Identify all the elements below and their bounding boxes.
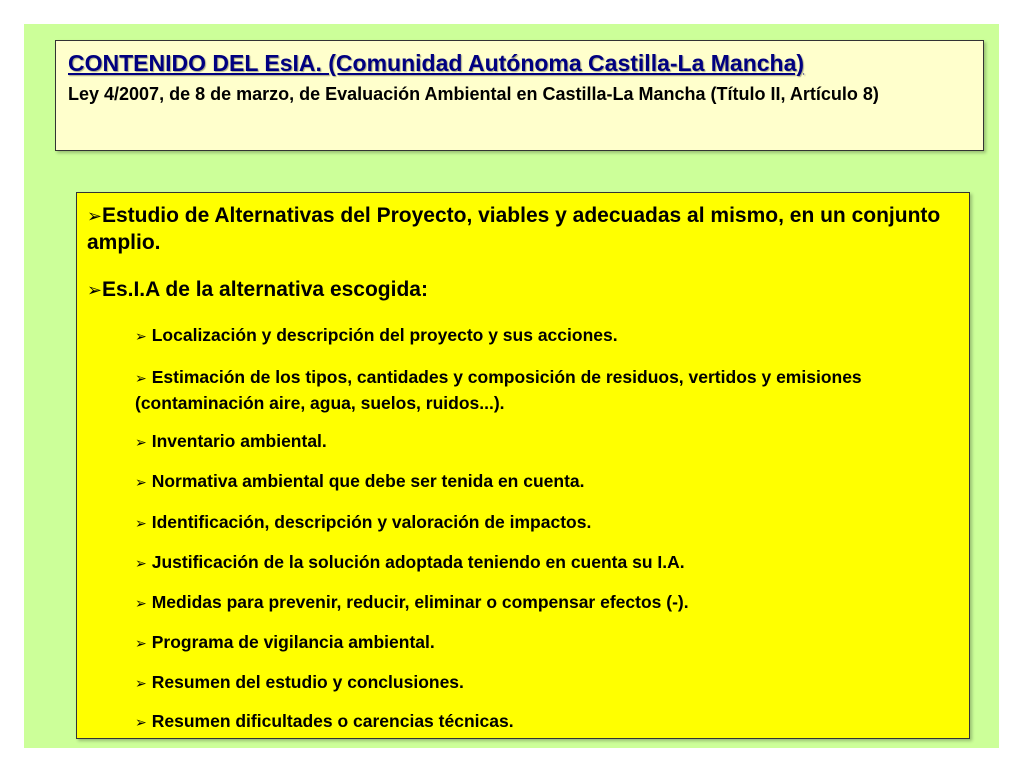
sub-item-inventario: [135, 429, 955, 455]
sub-item-estimacion: [135, 365, 955, 415]
arrow-bullet-icon: ➢: [135, 715, 147, 731]
sub-item-text: Localización y descripción del proyecto y sus acciones.: [151, 325, 618, 345]
sub-item-text: Normativa ambiental que debe ser tenida en cuenta.: [151, 471, 585, 491]
sub-item-programa: [135, 630, 955, 656]
slide-subtitle: Ley 4/2007, de 8 de marzo, de Evaluación Ambiental en Castilla-La Mancha (Título II, Artículo 8): [68, 84, 879, 104]
main-item-text: Es.I.A de la alternativa escogida:: [101, 278, 428, 301]
slide: [24, 24, 999, 748]
sub-item-text: Programa de vigilancia ambiental.: [151, 632, 435, 652]
arrow-bullet-icon: ➢: [135, 676, 147, 692]
content-box: [76, 192, 970, 739]
arrow-bullet-icon: ➢: [87, 280, 102, 301]
sub-item-text: Identificación, descripción y valoración de impactos.: [151, 512, 592, 532]
arrow-bullet-icon: ➢: [135, 435, 147, 451]
arrow-bullet-icon: ➢: [135, 596, 147, 612]
sub-item-text: Estimación de los tipos, cantidades y composición de residuos, vertidos y emisiones (contaminación aire, agua, suelos, ruidos...).: [135, 367, 862, 413]
sub-item-text: Resumen del estudio y conclusiones.: [151, 672, 464, 692]
slide-title: CONTENIDO DEL EsIA. (Comunidad Autónoma Castilla-La Mancha): [68, 50, 805, 76]
sub-item-text: Resumen dificultades o carencias técnicas.: [151, 711, 514, 731]
sub-item-dificultades: [135, 709, 955, 735]
sub-item-text: Inventario ambiental.: [151, 431, 327, 451]
sub-item-justificacion: [135, 550, 955, 576]
main-item-text: Estudio de Alternativas del Proyecto, viables y adecuadas al mismo, en un conjunto amplio.: [87, 204, 941, 254]
arrow-bullet-icon: ➢: [135, 371, 147, 387]
main-item-eia: [87, 277, 957, 304]
header-box: [55, 40, 984, 151]
sub-item-medidas: [135, 590, 955, 616]
arrow-bullet-icon: ➢: [135, 516, 147, 532]
sub-item-text: Justificación de la solución adoptada teniendo en cuenta su I.A.: [151, 552, 685, 572]
arrow-bullet-icon: ➢: [135, 329, 147, 345]
sub-item-resumen: [135, 670, 955, 696]
sub-item-localizacion: [135, 323, 955, 349]
sub-item-text: Medidas para prevenir, reducir, eliminar o compensar efectos (-).: [151, 592, 689, 612]
sub-item-identificacion: [135, 510, 955, 536]
arrow-bullet-icon: ➢: [135, 475, 147, 491]
arrow-bullet-icon: ➢: [87, 206, 102, 227]
arrow-bullet-icon: ➢: [135, 636, 147, 652]
sub-item-normativa: [135, 469, 955, 495]
main-item-alternatives: [87, 203, 957, 256]
arrow-bullet-icon: ➢: [135, 556, 147, 572]
